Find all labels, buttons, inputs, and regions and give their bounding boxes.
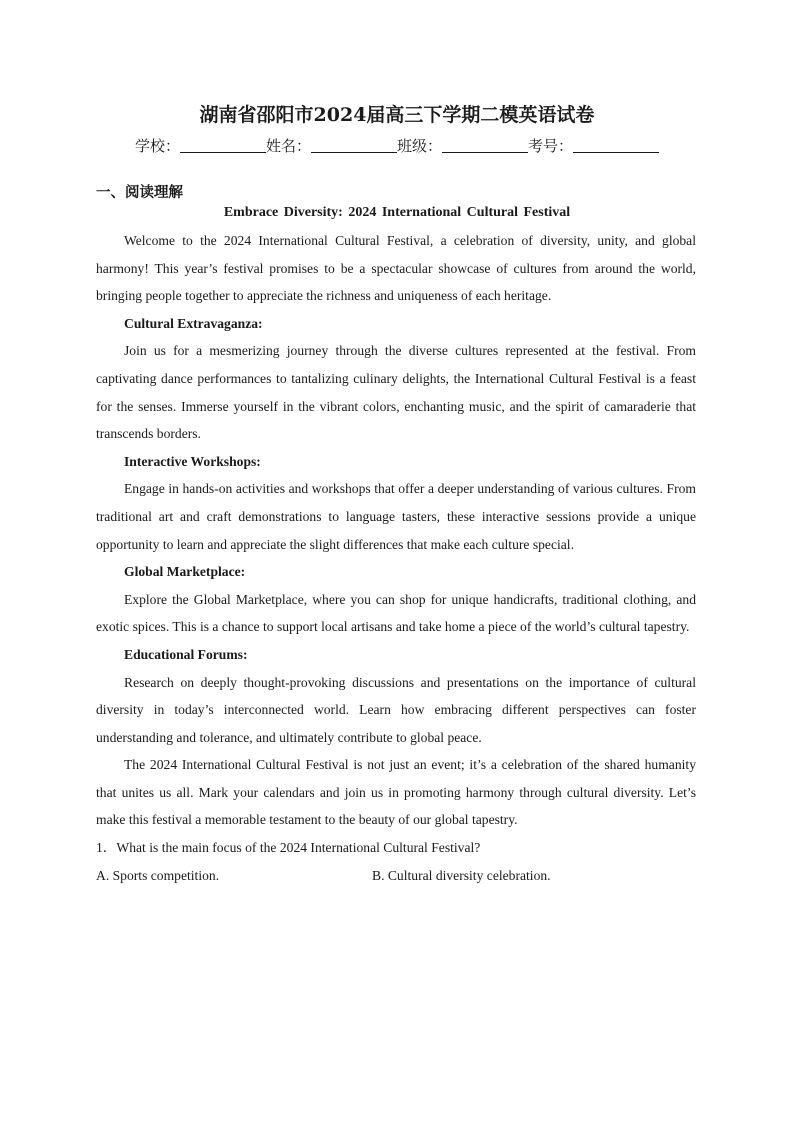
name-blank <box>311 138 397 153</box>
student-info-line <box>0 135 794 156</box>
option-a[interactable]: A. Sports competition. <box>96 867 220 883</box>
passage-title: Embrace Diversity: 2024 International Cultural Festival <box>223 205 571 220</box>
class-label: 班级： <box>397 137 443 155</box>
class-blank <box>442 138 528 153</box>
passage-body <box>96 227 696 889</box>
school-blank <box>180 138 266 153</box>
name-label: 姓名： <box>265 137 311 155</box>
school-label: 学校： <box>134 137 180 155</box>
subheading-global-marketplace: Global Marketplace: <box>124 564 246 580</box>
paragraph-educational-forums: Research on deeply thought-provoking discussions and presentations on the importance of cultural diversity in today’s interconnected world. Learn how embracing different perspectives can foster understanding and tolerance, and ultimately contribute to global peace. <box>96 674 696 745</box>
closing-paragraph: The 2024 International Cultural Festival is not just an event; it’s a celebration of the shared humanity that unites us all. Mark your calendars and join us in promoting harmony through cultural diversity. Let’s make this festival a memorable testament to the beauty of our global tapestry. <box>96 757 696 828</box>
paragraph-interactive-workshops: Engage in hands-on activities and workshops that offer a deeper understanding of various cultures. From traditional art and craft demonstrations to language tasters, these interactive sessions provide a unique opportunity to learn and appreciate the slight differences that make each culture special. <box>96 481 696 552</box>
subheading-educational-forums: Educational Forums: <box>124 646 248 662</box>
paragraph-global-marketplace: Explore the Global Marketplace, where you can shop for unique handicrafts, traditional clothing, and exotic spices. This is a chance to support local artisans and take home a piece of the world’s cultural tapestry. <box>96 591 696 635</box>
question-number: 1． <box>96 840 117 856</box>
paragraph-cultural-extravaganza: Join us for a mesmerizing journey through the diverse cultures represented at the festival. From captivating dance performances to tantalizing culinary delights, the International Cultural Festival is a feast for the senses. Immerse yourself in the vibrant colors, enchanting music, and the spirit of camaraderie that transcends borders. <box>96 343 696 442</box>
option-b[interactable]: B. Cultural diversity celebration. <box>372 867 551 883</box>
number-blank <box>573 138 659 153</box>
subheading-cultural-extravaganza: Cultural Extravaganza: <box>124 315 263 331</box>
intro-paragraph: Welcome to the 2024 International Cultural Festival, a celebration of diversity, unity, and global harmony! This year’s festival promises to be a spectacular showcase of cultures from around the world, bringing people together to appreciate the richness and uniqueness of each heritage. <box>96 233 696 304</box>
question-1-options <box>96 862 696 890</box>
exam-title: 湖南省邵阳市2024届高三下学期二模英语试卷 <box>199 104 595 126</box>
question-1 <box>96 834 696 862</box>
question-text: What is the main focus of the 2024 International Cultural Festival? <box>116 840 481 856</box>
section-heading: 一、阅读理解 <box>96 185 183 201</box>
subheading-interactive-workshops: Interactive Workshops: <box>124 453 261 469</box>
number-label: 考号： <box>528 137 574 155</box>
